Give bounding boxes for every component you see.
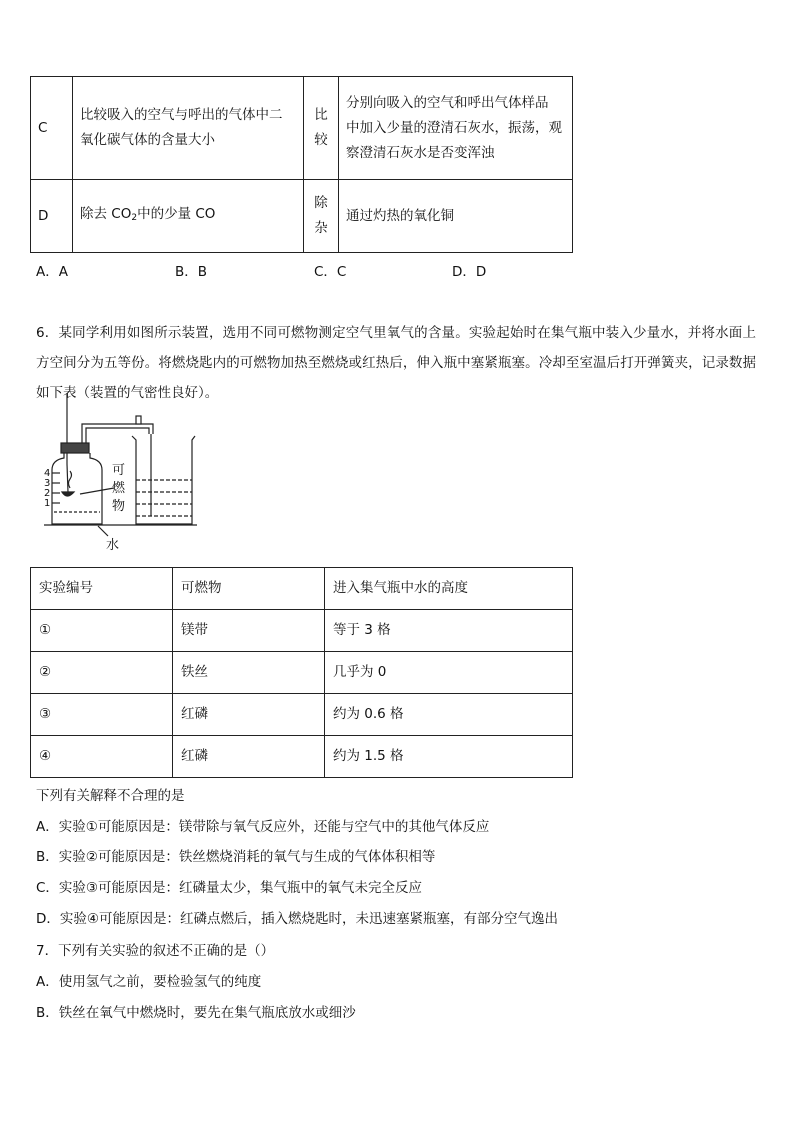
method-cell [304,77,339,180]
label-combustible: 物 [112,499,126,514]
cell-combustible: 铁丝 [173,652,325,694]
operation-line: 察澄清石灰水是否变浑浊 [346,144,495,161]
flame [69,471,72,488]
q5-options [36,260,596,280]
q6-prompt: 下列有关解释不合理的是 [36,788,185,804]
connecting-tube [82,424,153,443]
scale-mark: 3 [44,478,51,489]
cell-height: 约为 0.6 格 [325,694,573,736]
stopper [61,443,89,453]
header-cell: 可燃物 [173,568,325,610]
table-row [31,652,573,694]
experiment-table [30,567,573,778]
cell-combustible: 红磷 [173,736,325,778]
goal-prefix: 除去 CO [80,205,132,222]
goal-cell [73,180,304,253]
cell-combustible: 镁带 [173,610,325,652]
cell-id: ④ [31,736,173,778]
q7-stem: 7．下列有关实验的叙述不正确的是（） [36,943,275,959]
cell-id: ① [31,610,173,652]
table-row [31,694,573,736]
goal-suffix: 中的少量 CO [137,205,216,222]
goal-line: 氧化碳气体的含量大小 [80,132,215,148]
goal-subscript: 2 [131,212,138,223]
q6-option-b[interactable]: B．实验②可能原因是：铁丝燃烧消耗的氧气与生成的气体体积相等 [36,849,436,865]
method-char: 杂 [314,220,328,236]
header-cell: 进入集气瓶中水的高度 [325,568,573,610]
option-d[interactable]: D．D [452,264,487,280]
cell-height: 等于 3 格 [325,610,573,652]
apparatus-diagram [40,392,205,557]
label-water: 水 [106,538,120,553]
q7-option-a[interactable]: A．使用氢气之前，要检验氢气的纯度 [36,974,262,990]
option-b[interactable]: B．B [175,264,208,280]
label-combustible: 可 [112,463,126,478]
gas-bottle [52,453,102,524]
method-char: 除 [314,195,328,211]
option-c[interactable]: C．C [314,264,347,280]
table-row [31,610,573,652]
operation-cell: 通过灼热的氧化铜 [339,180,573,253]
label-combustible: 燃 [112,481,126,496]
q6-option-a[interactable]: A．实验①可能原因是：镁带除与氧气反应外，还能与空气中的其他气体反应 [36,819,490,835]
spring-clamp [136,416,141,424]
method-cell [304,180,339,253]
burning-spoon [62,492,74,496]
scale-mark: 2 [44,488,51,499]
q6-stem: 6．某同学利用如图所示装置，选用不同可燃物测定空气里氧气的含量。实验起始时在集气瓶中装入少量水，并将水面上方空间分为五等份。将燃烧匙内的可燃物加热至燃烧或红热后，伸入瓶中塞紧瓶塞。冷却至室温后打开弹簧夹，记录数据如下表（装置的气密性良好）。 [36,325,756,401]
cell-height: 约为 1.5 格 [325,736,573,778]
scale-mark: 1 [44,498,51,509]
goal-cell [73,77,304,180]
q6-option-c[interactable]: C．实验③可能原因是：红磷量太少，集气瓶中的氧气未完全反应 [36,880,423,896]
method-char: 较 [314,132,328,148]
row-label: D [31,180,73,253]
q6-option-d[interactable]: D．实验④可能原因是：红磷点燃后，插入燃烧匙时，未迅速塞紧瓶塞，有部分空气逸出 [36,911,558,927]
method-char: 比 [314,107,328,123]
header-cell: 实验编号 [31,568,173,610]
option-a[interactable]: A．A [36,264,68,280]
q7-option-b[interactable]: B．铁丝在氧气中燃烧时，要先在集气瓶底放水或细沙 [36,1005,356,1021]
cell-height: 几乎为 0 [325,652,573,694]
scale-mark: 4 [44,468,51,479]
operation-line: 中加入少量的澄清石灰水，振荡，观 [346,119,562,136]
table-row [31,736,573,778]
cell-combustible: 红磷 [173,694,325,736]
operation-line: 分别向吸入的空气和呼出气体样品 [346,94,549,111]
operation-cell [339,77,573,180]
row-label: C [31,77,73,180]
cell-id: ② [31,652,173,694]
cell-id: ③ [31,694,173,736]
q5-table [30,76,573,253]
goal-line: 比较吸入的空气与呼出的气体中二 [80,107,283,123]
